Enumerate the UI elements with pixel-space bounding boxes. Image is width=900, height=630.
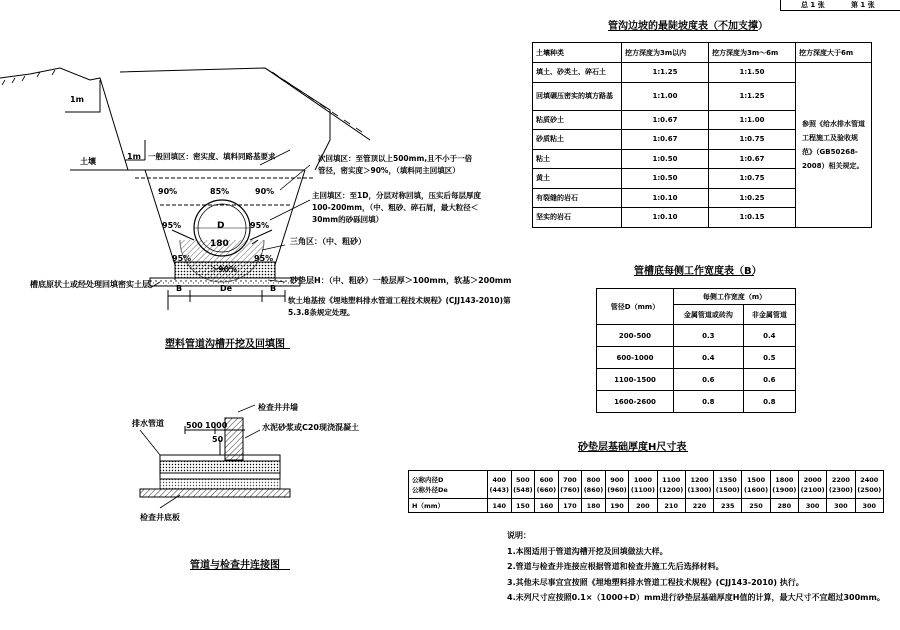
bedding-inner-diameter: 1000 [633,475,652,484]
slope-ratio-cell: 1:0.50 [622,169,709,189]
sheet-index: 第 1 张 [851,1,875,9]
slope-table-row [533,63,872,83]
zone-secondary-label: 次回填区：至管顶以上500mm,且不小于一倍管径，密实度＞90%，（填料同主回填区） [318,154,473,175]
bedding-h-cell: 160 [535,499,559,513]
bedding-label-de: 公称外径De [412,485,448,494]
bedding-inner-diameter: 2400 [860,475,879,484]
pct-95-bottom-right: 95% [254,254,274,263]
notes-block [507,528,885,606]
bedding-outer-diameter: (1100) [630,485,655,494]
pct-90-right: 90% [255,187,275,196]
note-4: 4.未列尺寸应按照0.1×（1000+D）mm进行砂垫层基础厚度H值的计算，最大尺寸不宜超过300mm。 [507,593,885,602]
width-pipe-cell: 600-1000 [597,347,674,369]
width-value-cell: 0.8 [743,391,795,413]
bedding-h-cell: 300 [798,499,826,513]
slope-title-underline [608,30,758,31]
bedding-inner-diameter: 1200 [690,475,709,484]
width-value-cell: 0.4 [674,347,744,369]
slope-header-3-6m: 挖方深度为3m～6m [709,43,796,63]
note-3: 3.其他未尽事宜宜按照《埋地塑料排水管道工程技术规程》(CJJ143-2010) 执行。 [507,577,804,587]
bedding-outer-diameter: (960) [607,485,627,494]
bedding-diam-cell [558,471,582,499]
bedding-outer-diameter: (548) [513,485,533,494]
dim-1000: 1000 [205,421,228,430]
slope-soil-cell: 粘土 [533,149,622,169]
bearing-angle-label: 180 [210,239,229,249]
slope-1m-lower: 1m [127,152,141,161]
bedding-h-cell: 140 [488,499,512,513]
bedding-outer-diameter: (860) [583,485,604,494]
width-table-row [597,325,796,347]
bedding-diam-cell [488,471,512,499]
bedding-outer-diameter: (2500) [857,485,882,494]
bedding-outer-diameter: (1600) [744,485,769,494]
width-header-pipe: 管径D（mm） [597,289,674,325]
trench-drawing-title: 塑料管道沟槽开挖及回填图 [165,339,285,350]
bedding-diam-cell [605,471,629,499]
slope-soil-cell: 填土、砂类土、碎石土 [533,63,622,83]
concrete-label: 水泥砂浆或C20现浇混凝土 [262,423,360,432]
slope-soil-cell: 砂质粘土 [533,130,622,150]
bedding-outer-diameter: (2100) [800,485,825,494]
width-value-cell: 0.4 [743,325,795,347]
slope-ratio-cell: 1:0.67 [709,149,796,169]
slope-ratio-cell: 1:1.00 [622,82,709,110]
bedding-inner-diameter: 1350 [718,475,737,484]
bedding-inner-diameter: 2000 [803,475,822,484]
bedding-outer-diameter: (760) [560,485,580,494]
bedding-h-cell: 300 [827,499,855,513]
bedding-inner-diameter: 2200 [831,475,850,484]
bedding-inner-diameter: 900 [610,475,624,484]
bedding-row-h [409,499,884,513]
width-header-nonmetal: 非金属管道 [743,305,795,325]
slope-note-cell: 参照《给水排水管道工程施工及验收规范》（GB50268-2008）相关规定。 [796,63,872,228]
width-table [596,288,796,413]
width-table-header [597,289,796,305]
bedding-diam-cell [535,471,559,499]
bedding-h-cell: 300 [855,499,883,513]
bedding-inner-diameter: 1800 [775,475,794,484]
slope-ratio-cell: 1:0.15 [709,208,796,228]
bedding-h-cell: 210 [657,499,685,513]
bedding-h-cell: 170 [558,499,582,513]
zone-general-label: 一般回填区：密实度、填料同路基要求 [148,152,276,161]
bedding-diam-cell [827,471,855,499]
bedding-inner-diameter: 500 [516,475,530,484]
bedding-diam-cell [657,471,685,499]
bedding-outer-diameter: (1500) [715,485,740,494]
bedding-outer-diameter: (1200) [659,485,684,494]
pipe-body [160,461,280,473]
bedding-outer-diameter: (660) [536,485,557,494]
bedding-row-label-diam [409,471,488,499]
bedding-table-title: 砂垫层基础厚度H尺寸表 [578,442,687,453]
slope-ratio-cell: 1:0.10 [622,188,709,208]
slope-ratio-cell: 1:0.50 [622,149,709,169]
slope-table [532,42,872,228]
slope-soil-cell: 坚实的岩石 [533,208,622,228]
connection-drawing-title: 管道与检查井连接图 [190,560,280,571]
zone-triangle-label: 三角区：（中、粗砂） [290,237,366,246]
soil-label: 土壤 [80,157,96,166]
dim-500: 500 [186,421,203,430]
bedding-diam-cell [714,471,742,499]
dim-50: 50 [212,435,224,444]
slope-soil-cell: 有裂缝的岩石 [533,188,622,208]
dim-b-right: B [270,284,277,293]
bedding-title-underline [578,451,688,452]
slope-1m-upper: 1m [70,95,84,104]
subgrade-label: 槽底原状土或经处理回填密实土层 [30,280,150,289]
notes-title: 说明： [507,531,531,540]
slope-soil-cell: 粘质砂土 [533,110,622,130]
pct-95-bottom-left: 95% [172,254,192,263]
pct-85: 85% [210,187,230,196]
bedding-row-diameter [409,471,884,499]
pct-95-right: 95% [250,221,270,230]
slope-ratio-cell: 1:0.75 [709,169,796,189]
slope-header-3m: 挖方深度为3m以内 [622,43,709,63]
bedding-label: 砂垫层H：（中、粗砂）一般层厚＞100mm，软基＞200mm [290,276,512,285]
bedding-inner-diameter: 1500 [747,475,766,484]
bedding-outer-diameter: (2300) [828,485,853,494]
width-table-row [597,391,796,413]
width-table-row [597,347,796,369]
bedding-h-cell: 280 [770,499,798,513]
note-2: 2.管道与检查井连接应根据管道和检查井施工先后选择材料。 [507,562,724,571]
bedding-inner-diameter: 1100 [662,475,681,484]
width-title-underline [634,275,754,276]
slope-soil-cell: 黄土 [533,169,622,189]
bedding-diam-cell [742,471,770,499]
trench-title-underline [165,348,290,349]
bedding-h-cell: 150 [511,499,535,513]
width-value-cell: 0.5 [743,347,795,369]
width-pipe-cell: 1600-2600 [597,391,674,413]
width-header-metal: 金属管道或砖沟 [674,305,744,325]
pct-90-bottom: ＞90% [210,265,238,274]
pct-95-left: 95% [162,221,182,230]
bedding-diam-cell [511,471,535,499]
bedding-diam-cell [629,471,657,499]
bedding-inner-diameter: 400 [492,475,507,484]
slope-ratio-cell: 1:0.10 [622,208,709,228]
slope-ratio-cell: 1:1.00 [709,110,796,130]
width-pipe-cell: 1100-1500 [597,369,674,391]
manhole-floor [140,489,290,497]
width-header-group: 每侧工作宽度（m） [674,289,796,305]
sheet-title-block [780,0,900,11]
dim-de: De [220,284,233,293]
slope-ratio-cell: 1:1.25 [622,63,709,83]
bedding-h-cell: 200 [629,499,657,513]
bedding-table [408,470,884,513]
bedding-outer-diameter: (1900) [772,485,797,494]
bedding-h-cell: 235 [714,499,742,513]
slope-ratio-cell: 1:0.67 [622,110,709,130]
width-table-row [597,369,796,391]
slope-header-6m: 挖方深度大于6m [796,43,872,63]
bedding-diam-cell [582,471,606,499]
bedding-diam-cell [770,471,798,499]
bedding-diam-cell [798,471,826,499]
width-pipe-cell: 200-500 [597,325,674,347]
slope-ratio-cell: 1:1.25 [709,82,796,110]
sheet-total: 总 1 张 [801,1,825,9]
manhole-wall [225,418,243,460]
dim-b-left: B [176,284,183,293]
width-value-cell: 0.8 [674,391,744,413]
bedding-h-cell: 190 [605,499,629,513]
bedding-outer-diameter: (443) [489,485,510,494]
bedding-outer-diameter: (1300) [687,485,712,494]
pipe-diameter-label: D [217,221,225,231]
connection-title-underline [190,569,290,570]
width-table-title: 管槽底每侧工作宽度表（B） [634,266,762,277]
bedding-h-cell: 220 [685,499,713,513]
slope-header-soil: 土壤种类 [533,43,622,63]
soft-soil-label: 软土地基按《埋地塑料排水管道工程技术规程》(CJJ143-2010)第5.3.8条规定处理。 [288,296,511,317]
slope-ratio-cell: 1:0.25 [709,188,796,208]
bedding-diam-cell [855,471,883,499]
slope-ratio-cell: 1:0.75 [709,130,796,150]
slope-soil-cell: 回填碾压密实的填方路基 [533,82,622,110]
manhole-floor-label: 检查井底板 [140,513,180,522]
bedding-inner-diameter: 600 [539,475,554,484]
bedding-row-label-h: H（mm） [409,499,488,513]
drain-pipe-label: 排水管道 [132,419,164,428]
manhole-wall-label: 检查井井墙 [258,403,298,412]
slope-ratio-cell: 1:0.67 [622,130,709,150]
slope-table-header [533,43,872,63]
zone-primary-label: 主回填区：至1D，分层对称回填，压实后每层厚度100-200mm，（中、粗砂、碎石屑，最大粒径＜30mm的砂砾回填） [312,191,481,224]
bedding-inner-diameter: 800 [586,475,601,484]
width-value-cell: 0.3 [674,325,744,347]
bedding-label-d: 公称内径D [412,475,444,484]
note-1: 1.本图适用于管道沟槽开挖及回填做法大样。 [507,546,668,556]
bedding-diam-cell [685,471,713,499]
pct-90-left: 90% [158,187,178,196]
slope-table-title: 管沟边坡的最陡坡度表（不加支撑） [608,21,768,32]
width-value-cell: 0.6 [743,369,795,391]
width-value-cell: 0.6 [674,369,744,391]
bedding-h-cell: 250 [742,499,770,513]
slope-ratio-cell: 1:1.50 [709,63,796,83]
bedding-inner-diameter: 700 [563,475,577,484]
bedding-h-cell: 180 [582,499,606,513]
